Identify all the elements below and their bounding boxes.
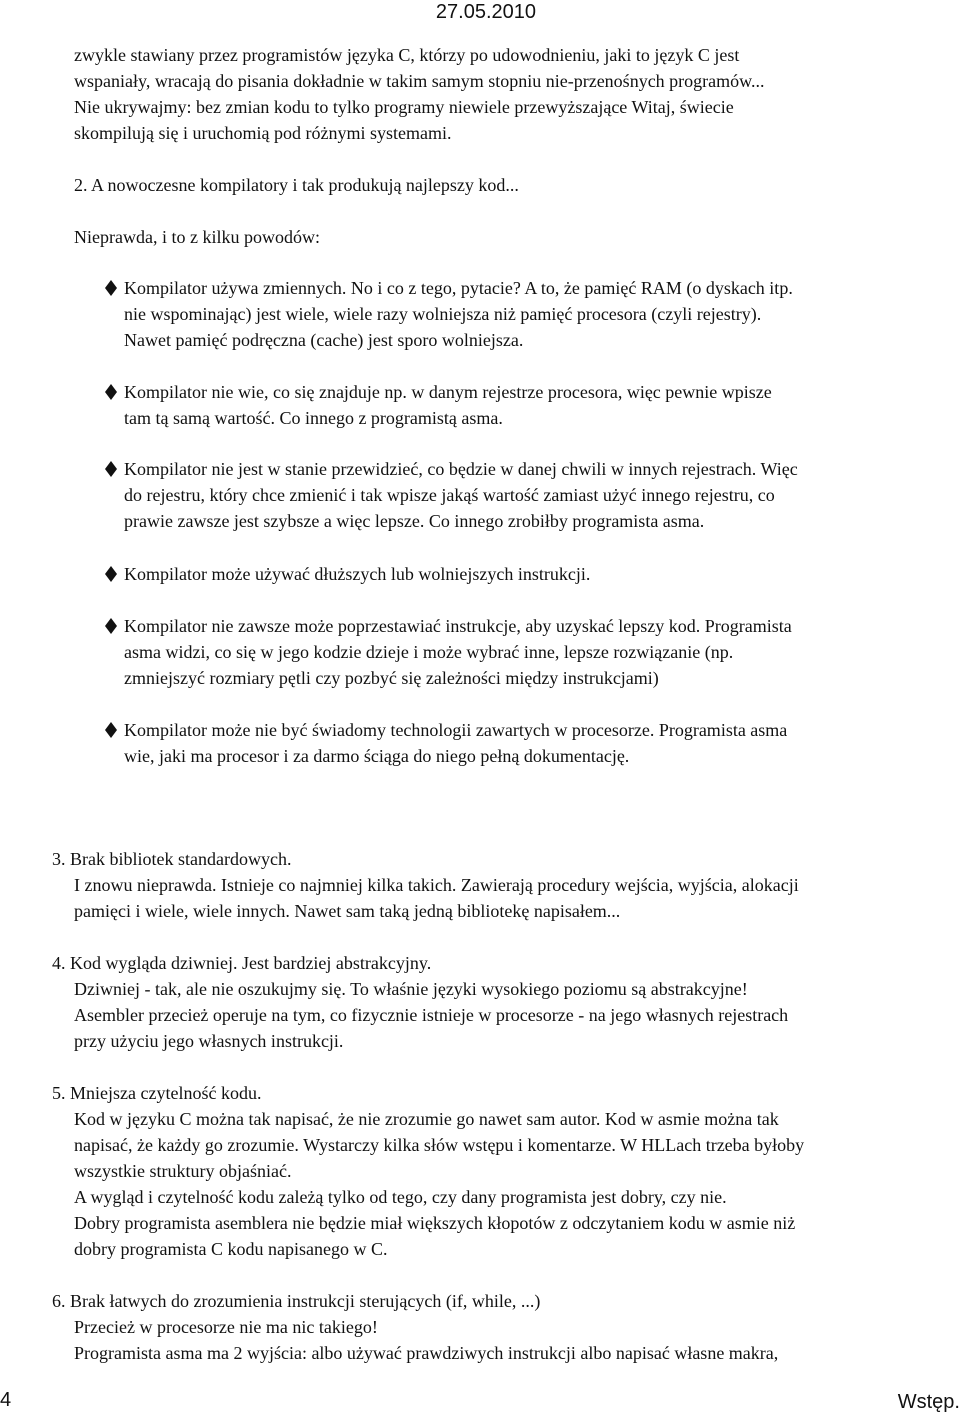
bullet-line: Kompilator nie jest w stanie przewidzieć, co będzie w danej chwili w innych rejestrach. Więc <box>124 459 798 479</box>
bullet-line: wie, jaki ma procesor i za darmo ściąga do niego pełną dokumentację. <box>124 746 630 766</box>
intro-line: wspaniały, wracają do pisania dokładnie w takim samym stopniu nie-przenośnych programów... <box>74 71 765 91</box>
point3-line: pamięci i wiele, wiele innych. Nawet sam taką jedną bibliotekę napisałem... <box>74 901 621 921</box>
footer-page-number: 4 <box>0 1389 12 1411</box>
bullet-list-item <box>124 717 954 769</box>
point5-line: A wygląd i czytelność kodu zależą tylko od tego, czy dany programista jest dobry, czy nie. <box>74 1187 727 1207</box>
point6-heading: 6. Brak łatwych do zrozumienia instrukcji sterujących (if, while, ...) <box>52 1291 541 1311</box>
diamond-bullet-icon <box>104 618 118 634</box>
diamond-bullet-icon <box>104 280 118 296</box>
point2-subtitle: Nieprawda, i to z kilku powodów: <box>74 227 320 247</box>
point4-heading: 4. Kod wygląda dziwniej. Jest bardziej abstrakcyjny. <box>52 953 432 973</box>
bullet-line: asma widzi, co się w jego kodzie dzieje i może wybrać inne, lepsze rozwiązanie (np. <box>124 642 734 662</box>
bullet-line: Kompilator może używać dłuższych lub wolniejszych instrukcji. <box>124 564 591 584</box>
point3-line: I znowu nieprawda. Istnieje co najmniej kilka takich. Zawierają procedury wejścia, wyjścia, alokacji <box>74 875 799 895</box>
intro-line: Nie ukrywajmy: bez zmian kodu to tylko programy niewiele przewyższające Witaj, świecie <box>74 97 734 117</box>
header-date: 27.05.2010 <box>435 1 536 23</box>
point4-body <box>74 976 954 1054</box>
point5-line: Kod w języku C można tak napisać, że nie zrozumie go nawet sam autor. Kod w asmie można tak <box>74 1109 779 1129</box>
bullet-list-item <box>124 275 954 353</box>
point5-line: dobry programista C kodu napisanego w C. <box>74 1239 388 1259</box>
point6-line: Przecież w procesorze nie ma nic takiego! <box>74 1317 378 1337</box>
bullet-line: tam tą samą wartość. Co innego z programistą asma. <box>124 408 503 428</box>
diamond-bullet-icon <box>104 461 118 477</box>
bullet-line: Kompilator nie zawsze może poprzestawiać instrukcje, aby uzyskać lepszy kod. Programista <box>124 616 792 636</box>
bullet-line: nie wspominając) jest wiele, wiele razy wolniejsza niż pamięć procesora (czyli rejestry). <box>124 304 762 324</box>
point3-heading: 3. Brak bibliotek standardowych. <box>52 849 292 869</box>
point5-line: napisać, że każdy go zrozumie. Wystarczy kilka słów wstępu i komentarze. W HLLach trzeba byłoby <box>74 1135 805 1155</box>
diamond-bullet-icon <box>104 566 118 582</box>
bullet-line: Nawet pamięć podręczna (cache) jest sporo wolniejsza. <box>124 330 524 350</box>
point5-heading: 5. Mniejsza czytelność kodu. <box>52 1083 262 1103</box>
bullet-line: Kompilator nie wie, co się znajduje np. w danym rejestrze procesora, więc pewnie wpisze <box>124 382 772 402</box>
intro-line: zwykle stawiany przez programistów języka C, którzy po udowodnieniu, jaki to język C jest <box>74 45 740 65</box>
bullet-list-item <box>124 561 954 587</box>
point5-body <box>74 1106 954 1262</box>
point4-line: Asembler przecież operuje na tym, co fizycznie istnieje w procesorze - na jego własnych rejestrach <box>74 1005 789 1025</box>
point4-line: przy użyciu jego własnych instrukcji. <box>74 1031 344 1051</box>
diamond-bullet-icon <box>104 384 118 400</box>
point6-line: Programista asma ma 2 wyjścia: albo używać prawdziwych instrukcji albo napisać własne makra, <box>74 1343 779 1363</box>
point5-line: wszystkie struktury objaśniać. <box>74 1161 292 1181</box>
bullet-list-item <box>124 379 954 431</box>
bullet-line: Kompilator może nie być świadomy technologii zawartych w procesorze. Programista asma <box>124 720 788 740</box>
bullet-list-item <box>124 613 954 691</box>
footer-section-name: Wstęp. <box>897 1391 960 1413</box>
point2-heading: 2. A nowoczesne kompilatory i tak produkują najlepszy kod... <box>74 175 519 195</box>
bullet-list-item <box>124 456 954 534</box>
diamond-bullet-icon <box>104 722 118 738</box>
bullet-line: do rejestru, który chce zmienić i tak wpisze jakąś wartość zamiast użyć innego rejestru, co <box>124 485 775 505</box>
bullet-line: prawie zawsze jest szybsze a więc lepsze. Co innego zrobiłby programista asma. <box>124 511 705 531</box>
bullet-line: zmniejszyć rozmiary pętli czy pozbyć się zależności między instrukcjami) <box>124 668 659 688</box>
intro-line: skompilują się i uruchomią pod różnymi systemami. <box>74 123 452 143</box>
point5-line: Dobry programista asemblera nie będzie miał większych kłopotów z odczytaniem kodu w asmie niż <box>74 1213 796 1233</box>
point6-body <box>74 1314 954 1366</box>
bullet-line: Kompilator używa zmiennych. No i co z tego, pytacie? A to, że pamięć RAM (o dyskach itp. <box>124 278 793 298</box>
point3-body <box>74 872 954 924</box>
point4-line: Dziwniej - tak, ale nie oszukujmy się. To właśnie języki wysokiego poziomu są abstrakcyjne! <box>74 979 748 999</box>
